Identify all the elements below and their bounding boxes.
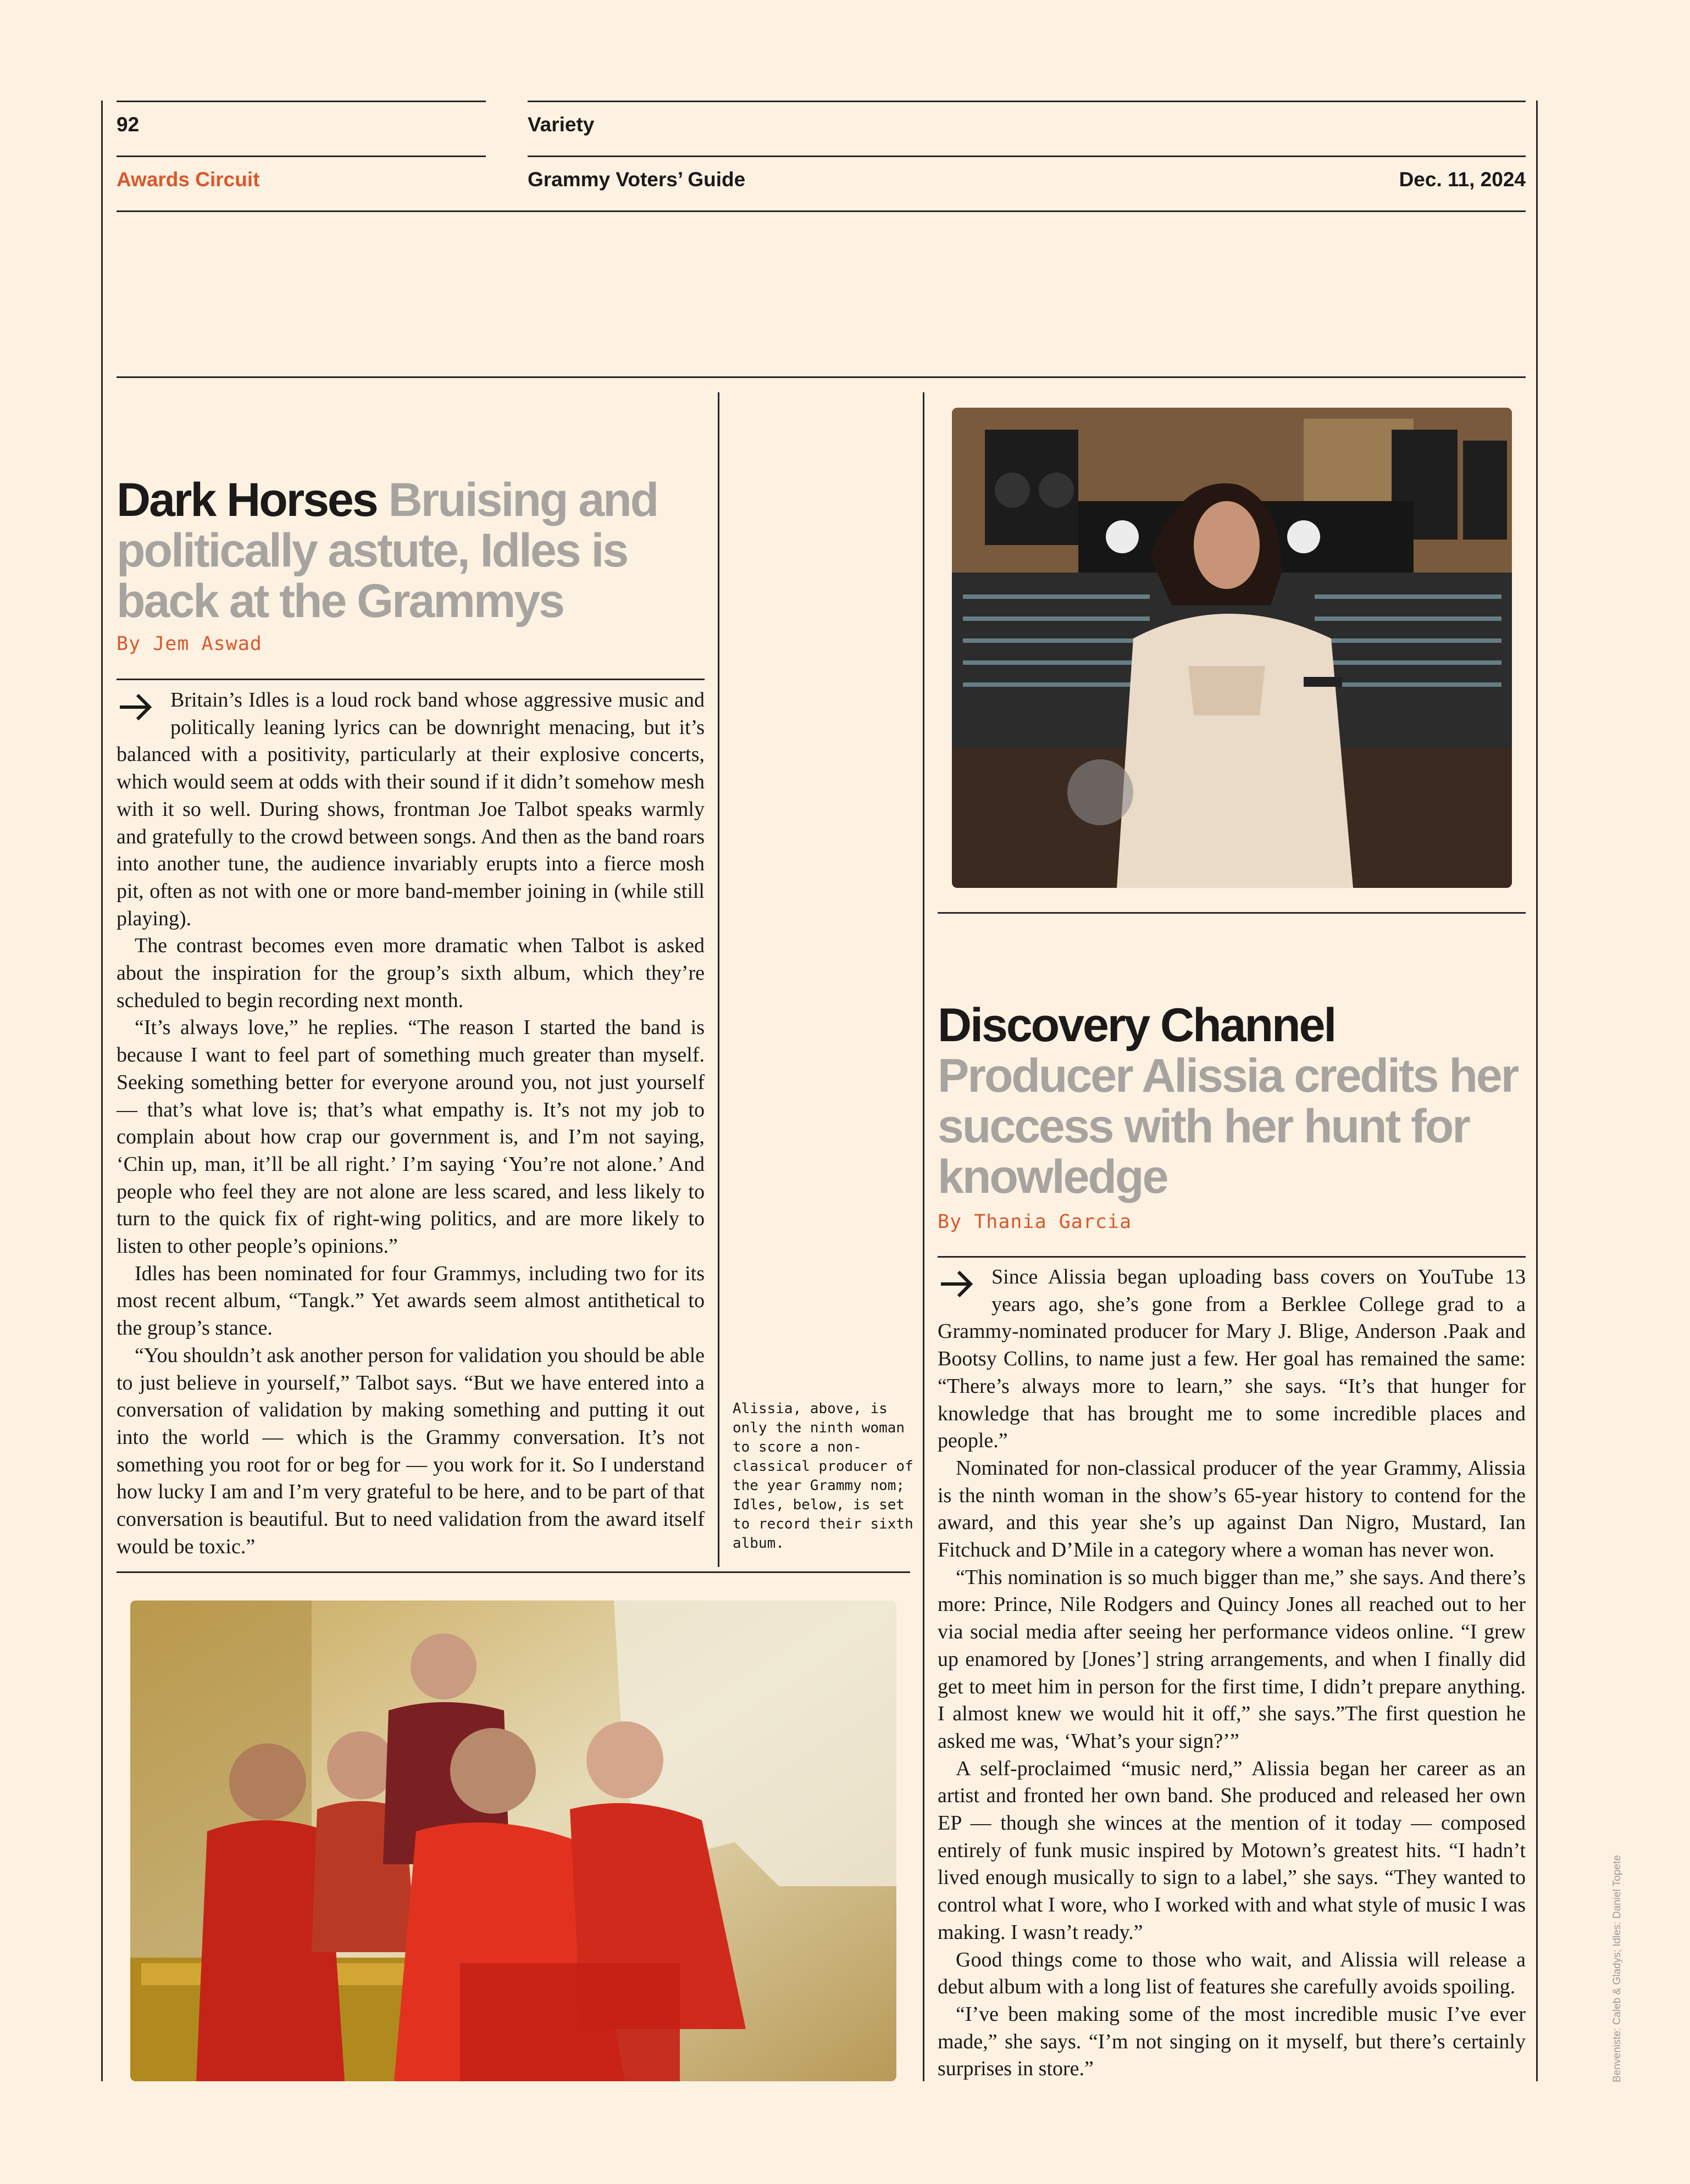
body-paragraph: Since Alissia began uploading bass covers on YouTube 13 years ago, she’s gone from a Berklee College grad to a Grammy-nominated producer for Mary J. Blige, Anderson .Paak and Bootsy Collins, to name just a few. Her goal has remained the same: “There’s always more to learn,” she says. “It’s that hunger for knowledge that has brought me to some incredible places and people.” [938,1265,1526,1453]
lower-left-rule [117,1571,910,1573]
headline-deck: Bruising and politically astute, Idles is back at the Grammys [117,474,658,627]
caption-column-rule [718,392,719,1567]
article-body [938,1264,1526,2083]
body-paragraph: “It’s always love,” he replies. “The reason I started the band is because I want to feel part of something much greater than myself. Seeking something better for everyone around you, not just yourself — that’s what love is; that’s what empathy is. It’s not my job to complain about how crap our government is, and I’m not saying, ‘Chin up, man, it’ll be all right.’ I’m saying ‘You’re not alone.’ And people who feel they are not alone are less scared, and less likely to turn to the quick fix of right-wing politics, and are more likely to listen to other people’s opinions.” [117,1016,705,1258]
body-paragraph: Britain’s Idles is a loud rock band whose aggressive music and politically leaning lyrics can be downright menacing, but it’s balanced with a positivity, particularly at their explosive concerts, which would seem at odds with their sound if it didn’t somehow mesh with it so well. During shows, frontman Joe Talbot speaks warmly and gratefully to the crowd between songs. And then as the band roars into another tune, the audience invariably erupts into a fierce mosh pit, often as not with one or more band-member joining in (while still playing). [117,688,705,930]
byline: By Jem Aswad [117,633,262,655]
issue-title: Grammy Voters’ Guide [528,168,746,191]
body-paragraph: “I’ve been making some of the most incredible music I’ve ever made,” she says. “I’m not singing on it myself, but there’s certainly surprises in store.” [938,2002,1526,2081]
header-rule-mid-right [528,155,1526,157]
body-paragraph: Good things come to those who wait, and Alissia will release a debut album with a long list of features she carefully avoids spoiling. [938,1948,1526,1999]
body-paragraph: A self-proclaimed “music nerd,” Alissia began her career as an artist and fronted her own band. She produced and released her own EP — though she winces at the mention of it today — composed entirely of funk music inspired by Motown’s greatest hits. “I hadn’t lived enough musically to sign to a label,” she says. “They wanted to control what I wore, who I worked with and what style of music I was making. I wasn’t ready.” [938,1757,1526,1944]
article-headline-idles [117,475,710,626]
publication-name: Variety [528,113,595,136]
center-column-rule [923,392,924,2081]
page-number: 92 [117,113,140,136]
header-rule-mid-left [117,155,486,157]
byline-rule [117,679,705,680]
body-paragraph: “This nomination is so much bigger than me,” she says. And there’s more: Prince, Nile Rodgers and Quincy Jones all reached out to her via social media after seeing her performance videos online. “I grew up enamored by [Jones’] string arrangements, and when I finally did get to meet him in person for the first time, I didn’t prepare anything. I almost knew we would hit it off,” she says.”The first question he asked me was, ‘What’s your sign?’” [938,1565,1526,1753]
header-rule-bottom [117,210,1526,212]
photo-credit: Benveniste: Caleb & Gladys; Idles: Daniel Topete [1611,1855,1623,2082]
header-rule-top-left [117,101,486,102]
right-frame-rule [1536,101,1538,2081]
photo-caption: Alissia, above, is only the ninth woman to score a non-classical producer of the year Grammy nom; Idles, below, is set to record their sixth album. [733,1401,913,1552]
body-paragraph: Nominated for non-classical producer of the year Grammy, Alissia is the ninth woman in the show’s 65-year history to contend for the award, and this year she’s up against Dan Nigro, Mustard, Ian Fitchuck and D’Mile in a category where a woman has never won. [938,1456,1526,1562]
section-label: Awards Circuit [117,168,260,191]
idles-band-photo [130,1601,896,2081]
arrow-right-icon [117,688,170,731]
alissia-studio-photo [952,408,1512,888]
headline-deck: Producer Alissia credits her success with her hunt for knowledge [938,1049,1518,1203]
article-body [117,687,705,1561]
body-paragraph: “You shouldn’t ask another person for validation you should be able to just believe in yourself,” Talbot says. “But we have entered into a conversation of validation by making something and putting it out into the world — which is the Grammy conversation. It’s not something you root for or beg for — you work for it. So I understand how lucky I am and I’m very grateful to be here, and to be part of that conversation is beautiful. But to need validation from the award itself would be toxic.” [117,1343,705,1558]
header-rule-top-right [528,101,1526,102]
content-top-rule [117,376,1526,378]
left-frame-rule [101,101,103,2081]
headline-kicker: Discovery Channel [938,999,1336,1052]
body-paragraph: Idles has been nominated for four Grammys, including two for its most recent album, “Tangk.” Yet awards seem almost antithetical to the group’s stance. [117,1262,705,1340]
body-paragraph: The contrast becomes even more dramatic when Talbot is asked about the inspiration for the group’s sixth album, which they’re scheduled to begin recording next month. [117,934,705,1012]
byline-rule [938,1256,1526,1258]
issue-date: Dec. 11, 2024 [1399,168,1526,191]
arrow-right-icon [938,1265,991,1308]
byline: By Thania Garcia [938,1211,1132,1233]
right-column-rule [938,912,1526,914]
headline-kicker: Dark Horses [117,474,377,526]
article-headline-alissia [938,1000,1526,1202]
